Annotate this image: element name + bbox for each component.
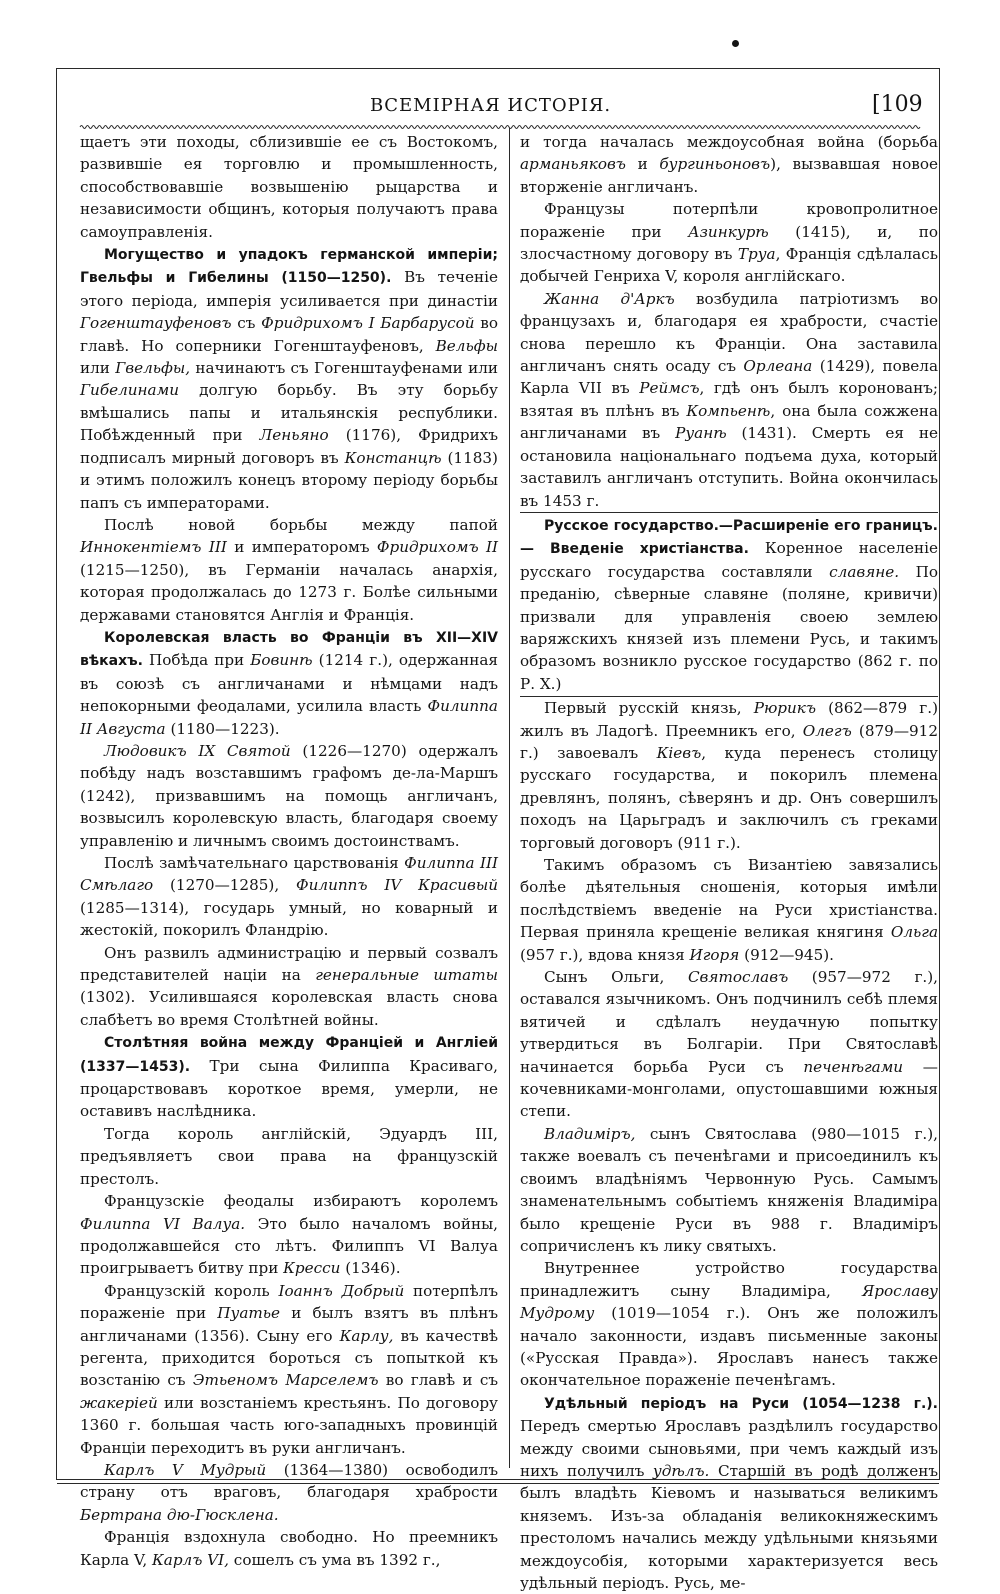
emphasized-text: Фридрихомъ II [376,538,498,557]
paragraph [80,514,498,626]
body-text: сошелъ съ ума въ 1392 г., [228,1550,441,1569]
paragraph [520,854,938,966]
body-text: (957 г.), вдова князя [520,945,690,964]
paragraph [80,1459,498,1526]
section-heading: Удѣльный перiодъ на Руси (1054—1238 г.). [544,1395,938,1412]
body-text: Онъ развилъ администрацiю и первый созвалъ представителей нацiи на [80,943,498,985]
emphasized-text: Пуатье [217,1304,281,1323]
emphasized-text: Олегъ [802,721,852,740]
emphasized-text: генеральные штаты [315,966,498,985]
body-text: во главѣ. Но соперники Гогенштауфеновъ, [80,314,498,355]
body-text: и [625,155,660,174]
emphasized-text: удѣлъ. [652,1461,710,1480]
paragraph [520,1257,938,1391]
body-text: (1215—1250), въ Германiи началась анархiя, которая продолжалась до 1273 г. Болѣе сильными державами становятся Англiя и Францiя. [80,560,498,624]
emphasized-text: Филиппъ IV Красивый [296,876,498,895]
body-text: (1270—1285), [153,876,297,895]
emphasized-text: Филиппа II Августа [80,697,498,738]
body-text: Сынъ Ольги, [544,968,688,987]
section-heading: Королевская власть во Францiи въ XII—XIV вѣкахъ. [80,629,498,670]
body-text: Старшiй въ родѣ долженъ былъ владѣть Кiевомъ и называться великимъ княземъ. Изъ-за обладанiя великокняжескимъ престоломъ начались между удѣльными князьями междоусобiя, которыми характеризуется весь удѣльный перiодъ. Русь, ме- [520,1461,939,1592]
emphasized-text: Реймсъ [639,379,700,398]
body-text: Внутреннее устройство государства принадлежитъ сыну Владимiра, [520,1259,938,1300]
left-column [80,131,499,1569]
body-text: , она была сожжена англичанами въ [520,401,939,443]
body-text: ), вызвавшая новое вторженiе англичанъ. [520,155,938,196]
paragraph [520,697,938,854]
paragraph [80,243,498,514]
body-text: Передъ смертью Ярославъ раздѣлилъ государство между своими сыновьями, при чемъ каждый изъ нихъ получилъ [520,1417,938,1480]
emphasized-text: Орлеана [743,357,813,376]
emphasized-text: Людовикъ IX Святой [104,741,291,760]
body-text: Это было началомъ войны, продолжавшейся сто лѣтъ. Филиппъ VI Валуа проигрываетъ битву при [80,1214,498,1278]
body-text: (1226—1270) одержалъ побѣду надъ возставшимъ графомъ де-ла-Маршъ (1242), призвавшимъ на помощь англичанъ, возвысилъ королевскую власть, благодаря своему управленiю и личнымъ своимъ достоинствамъ. [80,741,498,850]
body-text: (1431). Смерть ея не остановила нацiональнаго подъема духа, который заставилъ англичанъ отступить. Война окончилась въ 1453 г. [520,424,938,510]
right-column [520,131,939,1592]
section-heading: Русское государство.—Расширенiе его границъ. — Введенiе христiанства. [520,517,938,558]
emphasized-text: Руанѣ [675,424,727,443]
body-text: Послѣ замѣчательнаго царствованiя [104,854,405,872]
paragraph [80,1190,498,1280]
body-text: или возстанiемъ крестьянъ. По договору 1360 г. большая часть юго-западныхъ провинцiй Францiи переходитъ въ руки англичанъ. [80,1393,498,1457]
emphasized-text: Этьеномъ Марселемъ [192,1371,379,1390]
emphasized-text: бургиньоновъ [659,155,771,174]
body-text: Послѣ новой борьбы между папой [104,515,498,534]
paragraph [80,626,498,740]
paragraph [520,1123,938,1257]
body-text: (1346). [340,1259,401,1278]
body-text: (912—945). [739,945,834,964]
body-text: (1176), Фридрихъ подписалъ мирный договоръ въ [80,426,498,467]
body-text: сынъ Святослава (980—1015 г.), также воевалъ съ печенѣгами и присоединилъ къ своимъ владѣнiямъ Червонную Русь. Самымъ знаменательнымъ событiемъ княженiя Владимiра было крещенiе Руси въ 988 г. Владимiръ сопричисленъ къ лику святыхъ. [520,1124,938,1255]
emphasized-text: Вельфы [435,336,498,355]
emphasized-text: Леньяно [259,426,329,445]
emphasized-text: Игоря [689,945,740,964]
emphasized-text: Карлъ V Мудрый [104,1460,267,1479]
emphasized-text: Ольга [890,923,938,942]
paragraph [520,1392,938,1594]
emphasized-text: Бертрана дю-Гюсклена. [80,1505,279,1524]
emphasized-text: Карлу, [339,1326,394,1345]
emphasized-text: Жанна д'Аркъ [544,289,675,308]
ink-dot [732,40,739,47]
body-text: (1214 г.), одержанная въ союзѣ съ англичанами и нѣмцами надъ непокорными феодалами, усилила власть [80,651,498,716]
section-heading: Могущество и упадокъ германской имперiи; Гвельфы и Гибелины (1150—1250). [80,247,498,287]
body-text: (1183) и этимъ положилъ конецъ второму перiоду борьбы папъ съ императорами. [80,448,498,512]
body-text: возбудила патрiотизмъ во французахъ и, благодаря ея храбрости, счастiе снова перешло къ Францiи. Она заставила англичанъ снять осаду съ [520,289,938,376]
body-text: щаетъ эти походы, сблизившiе ее съ Востокомъ, развившiе ея торговлю и промышленность, способствовавшiе возвышенiю рыцарства и независимости общинъ, которыя получаютъ права самоуправленiя. [80,133,498,241]
body-text: (1415), и, по злосчастному договору въ [520,222,939,264]
body-text: долгую борьбу. Въ эту борьбу вмѣшались папы и итальянскiя республики. Побѣжденный при [80,381,498,445]
paragraph [80,852,498,942]
emphasized-text: Ярославу Мудрому [520,1281,938,1323]
emphasized-text: печенѣгами [803,1057,904,1076]
body-text: (1302). Усилившаяся королевская власть снова слабѣетъ во время Столѣтней войны. [80,988,498,1029]
emphasized-text: Констанцѣ [344,448,442,467]
emphasized-text: жакерiей [80,1393,158,1412]
emphasized-text: Компьенѣ [686,401,771,420]
body-text: и тогда началась междоусобная война (борьба [520,133,938,151]
paragraph [520,512,938,697]
emphasized-text: Фридрихомъ I Барбарусой [261,314,475,333]
emphasized-text: Владимiръ, [544,1124,636,1143]
paragraph [80,1526,498,1571]
paragraph [520,198,938,288]
body-text: , куда перенесъ столицу русскаго государства, и покорилъ племена древлянъ, полянъ, сѣверянъ и др. Онъ совершилъ походъ на Царьградъ и заключилъ съ греками торговый договоръ (911 г.). [520,743,938,852]
paragraph [80,1123,498,1190]
emphasized-text: Труа [737,245,776,264]
body-text: (957—972 г.), оставался язычникомъ. Онъ подчинилъ себѣ племя вятичей и сдѣлалъ неудачную попытку утвердиться въ Болгарiи. При Святославѣ начинается борьба Руси съ [520,968,938,1076]
emphasized-text: Рюрикъ [753,699,817,718]
body-text: въ качествѣ регента, приходится бороться съ попыткой къ возстанiю съ [80,1326,499,1390]
paragraph [520,288,938,512]
emphasized-text: Святославъ [687,968,789,987]
body-text: Французскiе феодалы избираютъ королемъ [104,1192,498,1211]
body-text: съ [231,314,262,333]
running-title: ВСЕМIРНАЯ ИСТОРIЯ. [370,95,612,116]
emphasized-text: Гогенштауфеновъ [80,314,232,333]
paragraph [80,1280,498,1459]
body-text: (879—912 г.) завоевалъ [520,721,938,762]
emphasized-text: Иннокентiемъ III [80,538,227,557]
body-text: Побѣда при [142,651,251,670]
body-text: Три сына Филиппа Красиваго, процарствовавъ короткое время, умерли, не оставивъ наслѣдника. [80,1056,498,1121]
body-text: (1180—1223). [165,719,280,738]
body-text: потерпѣлъ пораженiе при [80,1281,498,1323]
body-text: По преданiю, сѣверные славяне (поляне, кривичи) призвали для управленiя своею землею варяжскихъ князей изъ племени Русь, и такимъ образомъ возникло русское государство (862 г. по Р. Х.) [520,562,938,693]
paragraph [80,942,498,1032]
emphasized-text: Филиппа VI Валуа. [80,1214,246,1233]
body-text: Французскiй король [104,1281,279,1300]
body-text: начинаютъ съ Гогенштауфенами или [190,359,498,378]
body-text: Тогда король англiйскiй, Эдуардъ III, предъявляетъ свои права на французскiй престолъ. [80,1124,498,1188]
emphasized-text: Бовинѣ [250,651,313,670]
section-heading: Столѣтняя война между Францiей и Англiей (1337—1453). [80,1035,498,1075]
emphasized-text: Кресси [283,1259,341,1278]
paragraph [80,740,498,852]
body-text: Такимъ образомъ съ Византiею завязались болѣе дѣятельныя сношенiя, которыя имѣли послѣдствiемъ введенiе на Руси христiанства. Первая приняла крещенiе великая княгиня [520,856,938,942]
body-text: Въ теченiе этого перiода, имперiя усиливается при династiи [80,268,498,310]
body-text: во главѣ и съ [378,1371,499,1390]
emphasized-text: Гибелинами [80,381,179,400]
body-text: Первый русскiй князь, [544,699,754,718]
body-text: и былъ взятъ въ плѣнъ англичанами (1356). Сыну его [80,1304,498,1345]
column-divider [509,128,510,1468]
emphasized-text: Карлъ VI, [152,1550,229,1569]
page-number: [109 [872,92,923,117]
emphasized-text: Кiевъ [656,743,702,762]
body-text: , гдѣ онъ былъ коронованъ; взятая въ плѣнъ въ [520,379,938,420]
emphasized-text: славяне. [829,562,900,581]
body-text: Коренное населенiе русскаго государства составляли [520,539,938,581]
emphasized-text: Филиппа III Смѣлаго [80,854,498,895]
body-text: и императоромъ [226,538,377,557]
body-text: , Францiя сдѣлалась добычей Генриха V, короля англiйскаго. [520,245,939,286]
body-text: (862—879 г.) жилъ въ Ладогѣ. Преемникъ его, [520,699,938,740]
emphasized-text: Iоаннъ Добрый [278,1281,405,1300]
emphasized-text: Гвельфы, [115,359,191,378]
body-text: — кочевниками-монголами, опустошавшими южныя степи. [520,1057,938,1121]
paragraph [520,966,938,1123]
body-text: (1364—1380) освободилъ страну отъ враговъ, благодаря храбрости [80,1460,498,1502]
body-text: (1429), повела Карла VII въ [520,357,939,398]
paragraph [80,131,498,243]
body-text: (1285—1314), государь умный, но коварный и жестокiй, покорилъ Фландрiю. [80,898,498,940]
body-text: Францiя вздохнула свободно. Но преемникъ Карла V, [80,1528,498,1569]
body-text: Французы потерпѣли кровопролитное пораженiе при [520,200,938,241]
body-text: (1019—1054 г.). Онъ же положилъ начало законности, издавъ письменные законы («Русская Правда»). Ярославъ нанесъ также окончательное пораженiе печенѣгамъ. [520,1304,938,1390]
body-text: или [80,359,116,378]
paragraph [520,131,938,198]
paragraph [80,1031,498,1123]
emphasized-text: Азинкурѣ [688,222,769,241]
emphasized-text: арманьяковъ [520,155,626,174]
